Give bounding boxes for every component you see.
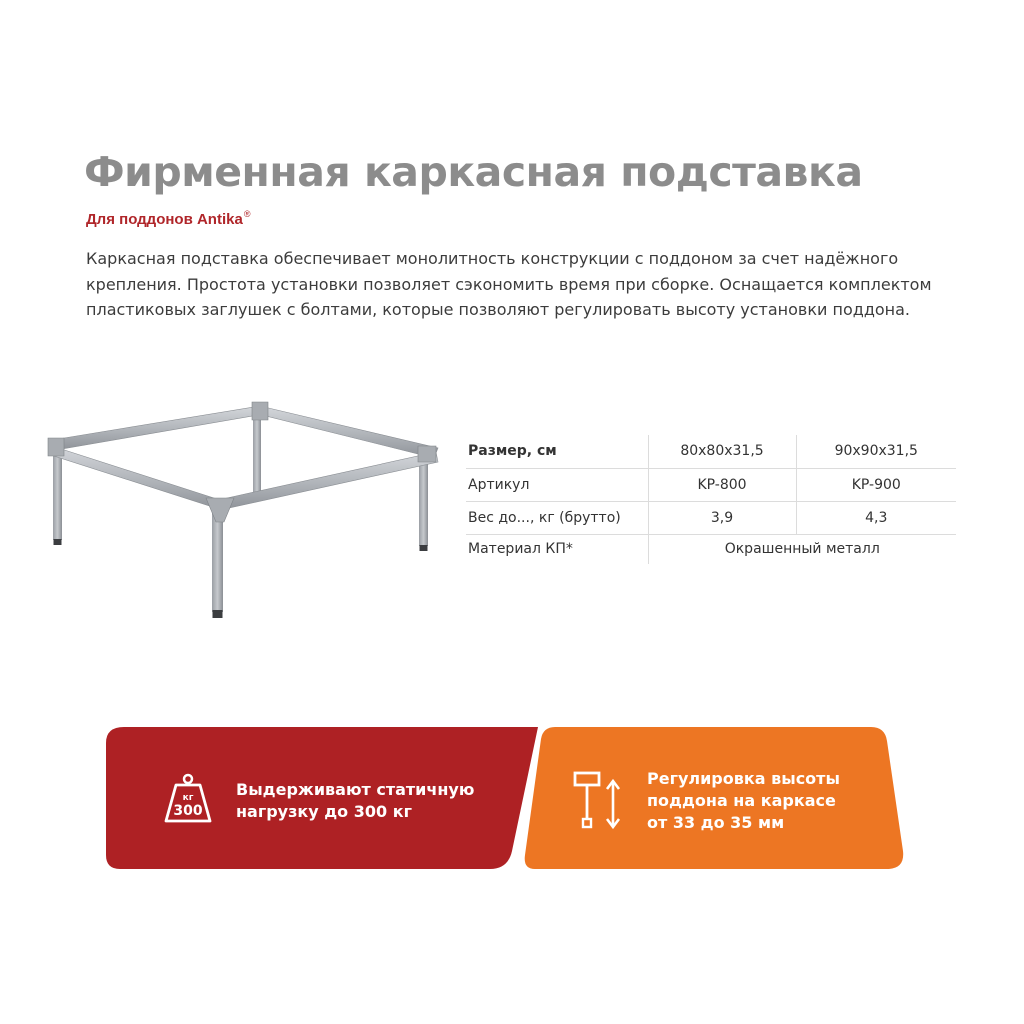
table-row xyxy=(466,468,956,501)
weight-icon-unit: кг xyxy=(182,793,194,803)
page-title: Фирменная каркасная подставка xyxy=(84,148,863,196)
height-adjust-icon xyxy=(571,769,625,833)
load-capacity-banner xyxy=(106,727,540,869)
height-adjust-text: Регулировка высоты поддона на каркасе от 33 до 35 мм xyxy=(647,769,840,832)
subtitle-text: Для поддонов Antika xyxy=(86,211,243,228)
weight-300kg-icon xyxy=(162,773,214,825)
spec-value: Окрашенный металл xyxy=(648,534,956,564)
spec-label: Вес до..., кг (брутто) xyxy=(466,501,648,534)
spec-value: 3,9 xyxy=(648,501,796,534)
description: Каркасная подставка обеспечивает монолитность конструкции с поддоном за счет надёжного крепления. Простота установки позволяет сэкономить время при сборке. Оснащается комплектом пластиковых заглушек с болтами, которые позволяют регулировать высоту установки поддона. xyxy=(86,249,932,319)
weight-icon-value: 300 xyxy=(173,803,203,819)
table-row xyxy=(466,534,956,564)
frame-stand-image xyxy=(38,398,448,623)
spec-value: KP-800 xyxy=(648,468,796,501)
spec-value: 4,3 xyxy=(796,501,956,534)
height-adjust-banner xyxy=(521,727,905,869)
table-row xyxy=(466,435,956,468)
spec-label: Размер, см xyxy=(466,435,648,468)
specs-table xyxy=(466,435,956,564)
spec-label: Артикул xyxy=(466,468,648,501)
spec-value: 90x90x31,5 xyxy=(796,435,956,468)
registered-mark: ® xyxy=(243,209,251,219)
subtitle xyxy=(86,209,250,228)
table-row xyxy=(466,501,956,534)
spec-value: KP-900 xyxy=(796,468,956,501)
spec-value: 80x80x31,5 xyxy=(648,435,796,468)
spec-label: Материал КП* xyxy=(468,541,573,558)
load-capacity-text: Выдерживают статичную нагрузку до 300 кг xyxy=(236,780,475,821)
